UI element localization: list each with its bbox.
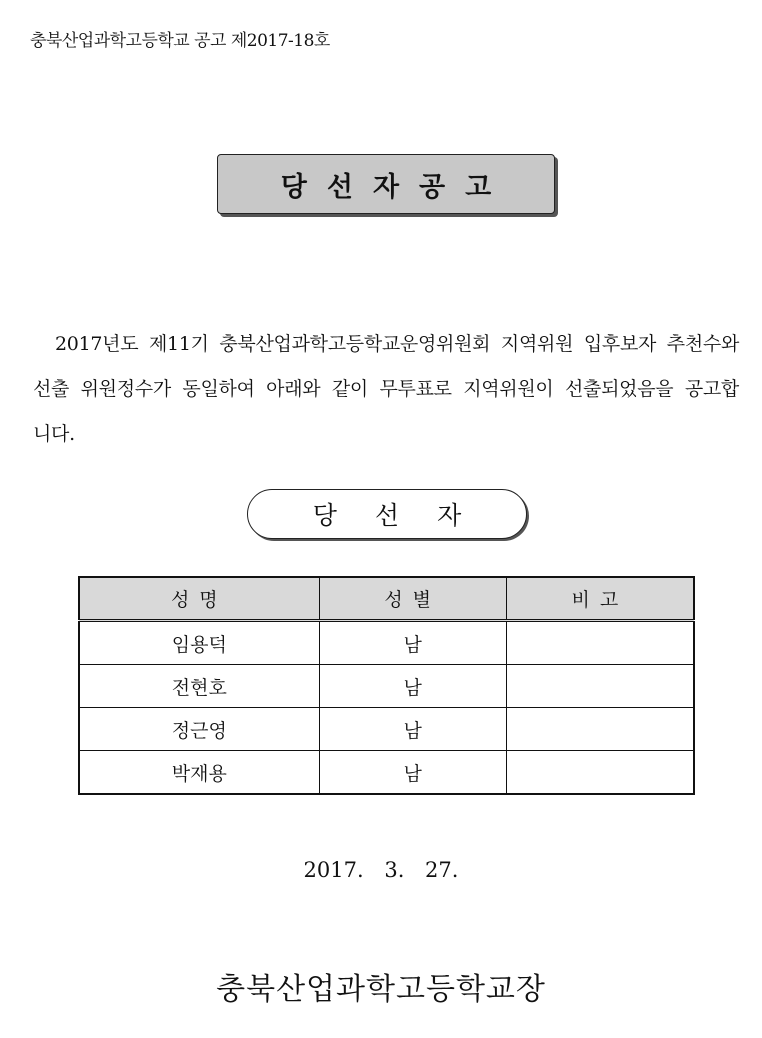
announcement-body: 2017년도 제11기 충북산업과학고등학교운영위원회 지역위원 입후보자 추천수와 선출 위원정수가 동일하여 아래와 같이 무투표로 지역위원이 선출되었음을 공고합니다. [33, 333, 739, 445]
document-title: 당선자공고 [280, 171, 512, 203]
cell-gender: 남 [319, 751, 506, 795]
cell-note [506, 665, 694, 708]
cell-name: 정근영 [79, 708, 319, 751]
cell-gender: 남 [319, 621, 506, 665]
cell-name: 박재용 [79, 751, 319, 795]
cell-note [506, 621, 694, 665]
elected-subtitle: 당선자 [312, 501, 500, 530]
school-principal-signature: 충북산업과학고등학교장 [216, 972, 546, 1007]
header-note: 비고 [506, 577, 694, 621]
header-gender: 성별 [319, 577, 506, 621]
table-row [79, 621, 694, 665]
cell-gender: 남 [319, 708, 506, 751]
cell-gender: 남 [319, 665, 506, 708]
table-row [79, 751, 694, 795]
announcement-date: 2017. 3. 27. [303, 858, 459, 882]
table-row [79, 665, 694, 708]
elected-subtitle-box [247, 489, 527, 539]
cell-note [506, 751, 694, 795]
cell-name: 전현호 [79, 665, 319, 708]
cell-name: 임용덕 [79, 621, 319, 665]
elected-table [78, 576, 695, 795]
title-box [217, 154, 555, 214]
header-name: 성명 [79, 577, 319, 621]
table-header-row [79, 577, 694, 621]
notice-number: 충북산업과학고등학교 공고 제2017-18호 [30, 31, 330, 51]
cell-note [506, 708, 694, 751]
table-row [79, 708, 694, 751]
